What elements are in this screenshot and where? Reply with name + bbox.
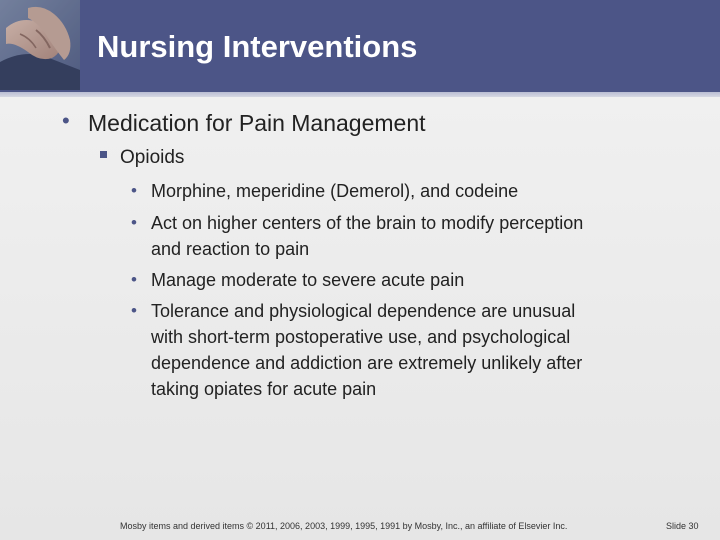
bullet-higher-centers-line-1: Act on higher centers of the brain to modify perception	[151, 213, 584, 233]
bullet-tolerance-line-1: Tolerance and physiological dependence are unusual	[151, 301, 576, 321]
bullet-level3: •	[131, 213, 137, 232]
bullet-level3: •	[131, 181, 137, 200]
footer-copyright: Mosby items and derived items © 2011, 2006, 2003, 1999, 1995, 1991 by Mosby, Inc., an affiliate of Elsevier Inc.	[120, 521, 568, 531]
bullet-tolerance-line-3: dependence and addiction are extremely unlikely after	[151, 353, 583, 373]
slide-title: Nursing Interventions	[97, 29, 418, 64]
bullet-manage-pain-line-1: Manage moderate to severe acute pain	[151, 270, 465, 290]
bullet-higher-centers-line-2: and reaction to pain	[151, 239, 310, 259]
hands-photo-icon	[0, 0, 80, 90]
bullet-tolerance-line-4: taking opiates for acute pain	[151, 379, 377, 399]
bullet-medication: Medication for Pain Management	[88, 110, 426, 136]
bullet-level1: •	[62, 108, 70, 133]
bullet-tolerance-line-2: with short-term postoperative use, and psychological	[151, 327, 571, 347]
square-bullet-icon	[100, 151, 107, 158]
bullet-morphine-line-1: Morphine, meperidine (Demerol), and codeine	[151, 181, 519, 201]
bullet-level3: •	[131, 301, 137, 320]
slide-number: Slide 30	[666, 521, 699, 531]
title-bar-divider	[0, 92, 720, 97]
bullet-level3: •	[131, 270, 137, 289]
bullet-opioids: Opioids	[120, 147, 185, 168]
